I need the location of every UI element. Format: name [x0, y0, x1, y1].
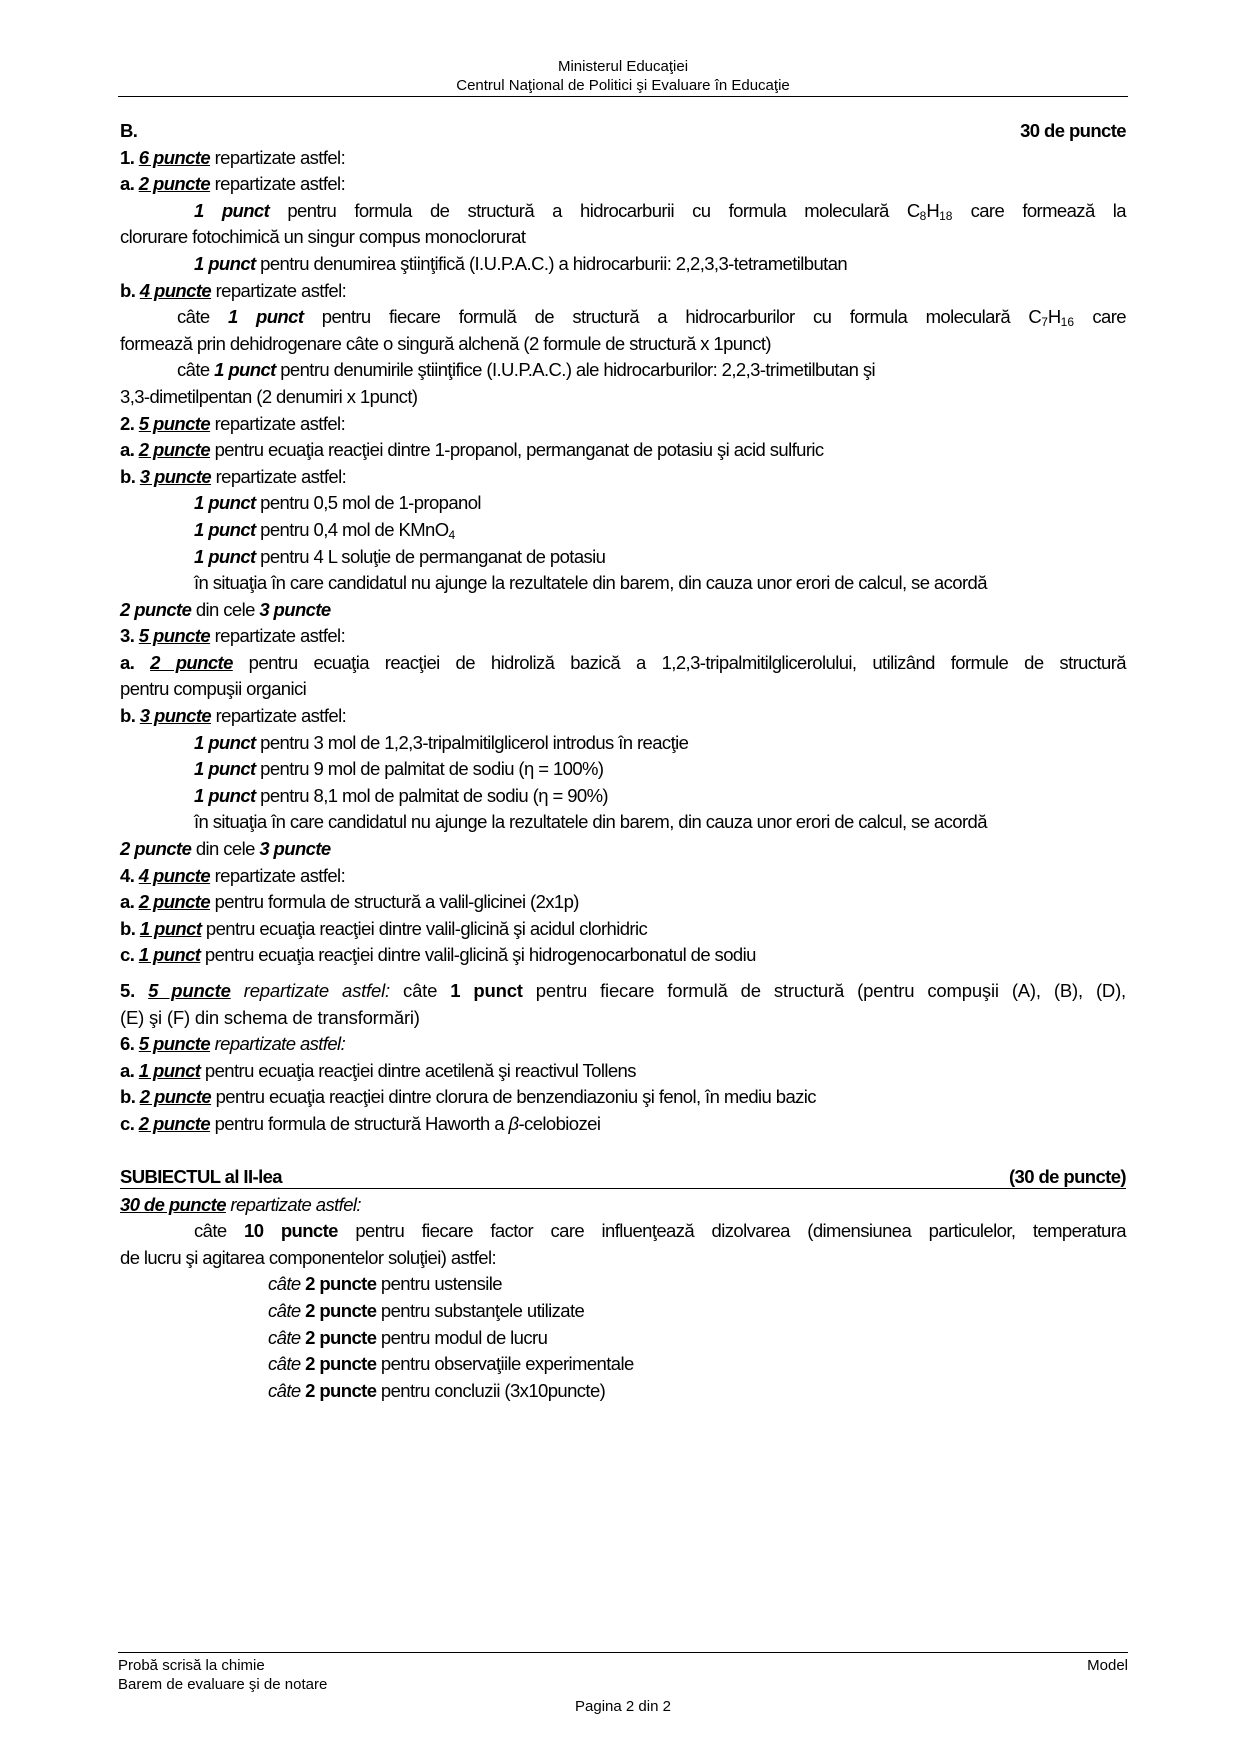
header-center: Centrul Naţional de Politici şi Evaluare în Educaţie	[456, 77, 790, 94]
q1b-line2: câte 1 punct pentru denumirile ştiinţifice (I.U.P.A.C.) ale hidrocarburilor: 2,2,3-trimetilbutan şi	[177, 359, 876, 381]
section-b-header	[120, 118, 1126, 145]
q3b-line2: 1 punct pentru 9 mol de palmitat de sodiu (η = 100%)	[194, 758, 604, 780]
subiect2-points: (30 de puncte)	[1008, 1165, 1126, 1187]
q3-header: 3. 5 puncte repartizate astfel:	[120, 625, 346, 647]
q1a-line2: 1 punct pentru denumirea ştiinţifică (I.U.P.A.C.) a hidrocarburii: 2,2,3,3-tetrametilbutan	[194, 252, 848, 274]
q4b: b. 1 punct pentru ecuaţia reacţiei dintre valil-glicină şi acidul clorhidric	[120, 917, 648, 939]
q3a-cont: pentru compuşii organici	[120, 678, 307, 700]
document-body	[120, 118, 1126, 1404]
q1b-line1-cont: formează prin dehidrogenare câte o singură alchenă (2 formule de structură x 1punct)	[120, 332, 771, 354]
section-b-points: 30 de puncte	[1020, 120, 1126, 141]
footer-rule	[118, 1652, 1128, 1653]
q6c: c. 2 puncte pentru formula de structură Haworth a β-celobiozei	[120, 1112, 601, 1134]
q3-note: în situaţia în care candidatul nu ajunge la rezultatele din barem, din cauza unor erori de calcul, se acordă	[194, 811, 987, 833]
subiect2-item: câte 2 puncte pentru concluzii (3x10puncte)	[268, 1379, 606, 1401]
q1a-line1-cont: clorurare fotochimică un singur compus monoclorurat	[120, 226, 526, 248]
footer-model: Model	[1087, 1657, 1128, 1674]
q1b-header: b. 4 puncte repartizate astfel:	[120, 279, 347, 301]
q4c: c. 1 punct pentru ecuaţia reacţiei dintre valil-glicină şi hidrogenocarbonatul de sodiu	[120, 944, 756, 966]
footer-barem: Barem de evaluare şi de notare	[118, 1676, 328, 1693]
subiect2-title: SUBIECTUL al II-lea	[120, 1165, 282, 1187]
spacer	[120, 1138, 1126, 1164]
page-number: Pagina 2 din 2	[575, 1698, 671, 1715]
q1a-header: a. 2 puncte repartizate astfel:	[120, 173, 346, 195]
q2-note: în situaţia în care candidatul nu ajunge la rezultatele din barem, din cauza unor erori de calcul, se acordă	[194, 572, 987, 594]
q4a: a. 2 puncte pentru formula de structură a valil-glicinei (2x1p)	[120, 891, 579, 913]
page-footer	[118, 1656, 1128, 1694]
spacer	[120, 969, 1126, 978]
subiect2-intro: câte 10 puncte pentru fiecare factor care influenţează dizolvarea (dimensiunea particulelor, temperatura	[194, 1220, 1126, 1242]
q2b-line1: 1 punct pentru 0,5 mol de 1-propanol	[194, 492, 481, 514]
q3b-header: b. 3 puncte repartizate astfel:	[120, 705, 347, 727]
q1b-line1: câte 1 punct pentru fiecare formulă de structură a hidrocarburilor cu formula moleculară $C_7H_{16}$ care	[177, 306, 1126, 330]
q2-header: 2. 5 puncte repartizate astfel:	[120, 412, 346, 434]
subiect2-intro-cont: de lucru şi agitarea componentelor soluţiei) astfel:	[120, 1246, 497, 1268]
q1a-line1: 1 punct pentru formula de structură a hidrocarburii cu formula moleculară $C_8H_{18}$ care formează la	[194, 199, 1126, 223]
subiect2-header	[120, 1164, 1126, 1189]
q5-cont: (E) şi (F) din schema de transformări)	[120, 1006, 420, 1028]
page-header	[118, 57, 1128, 95]
subiect2-item: câte 2 puncte pentru ustensile	[268, 1273, 502, 1295]
q2b-header: b. 3 puncte repartizate astfel:	[120, 465, 347, 487]
header-rule	[118, 96, 1128, 97]
q1b-line2-cont: 3,3-dimetilpentan (2 denumiri x 1punct)	[120, 385, 418, 407]
q3a: a. 2 puncte pentru ecuaţia reacţiei de hidroliză bazică a 1,2,3-tripalmitilglicerolului, utilizând formule de structură	[120, 651, 1126, 673]
section-b-label: B.	[120, 120, 138, 141]
subiect2-pts: 30 de puncte repartizate astfel:	[120, 1193, 361, 1215]
q2a: a. 2 puncte pentru ecuaţia reacţiei dintre 1-propanol, permanganat de potasiu şi acid sulfuric	[120, 439, 824, 461]
subiect2-item: câte 2 puncte pentru modul de lucru	[268, 1326, 548, 1348]
subiect2-item: câte 2 puncte pentru observaţiile experimentale	[268, 1353, 634, 1375]
q2-note-cont: 2 puncte din cele 3 puncte	[120, 598, 331, 620]
q4-header: 4. 4 puncte repartizate astfel:	[120, 864, 346, 886]
q6a: a. 1 punct pentru ecuaţia reacţiei dintre acetilenă şi reactivul Tollens	[120, 1059, 636, 1081]
q2b-line2: 1 punct pentru 0,4 mol de KMnO$_4$	[194, 518, 456, 542]
q3b-line1: 1 punct pentru 3 mol de 1,2,3-tripalmitilglicerol introdus în reacţie	[194, 731, 689, 753]
q5: 5. 5 puncte repartizate astfel: câte 1 punct pentru fiecare formulă de structură (pentru compuşii (A), (B), (D),	[120, 980, 1126, 1001]
q6b: b. 2 puncte pentru ecuaţia reacţiei dintre clorura de benzendiazoniu şi fenol, în mediu bazic	[120, 1086, 816, 1108]
q1-header: 1. 6 puncte repartizate astfel:	[120, 146, 346, 168]
header-ministry: Ministerul Educaţiei	[557, 58, 689, 75]
q6-header: 6. 5 puncte repartizate astfel:	[120, 1033, 346, 1055]
q2b-line3: 1 punct pentru 4 L soluţie de permanganat de potasiu	[194, 545, 606, 567]
q3b-line3: 1 punct pentru 8,1 mol de palmitat de sodiu (η = 90%)	[194, 784, 608, 806]
subiect2-item: câte 2 puncte pentru substanţele utilizate	[268, 1299, 585, 1321]
q1-points: 6 puncte	[138, 146, 211, 168]
q3-note-cont: 2 puncte din cele 3 puncte	[120, 838, 331, 860]
footer-exam: Probă scrisă la chimie	[118, 1657, 265, 1674]
